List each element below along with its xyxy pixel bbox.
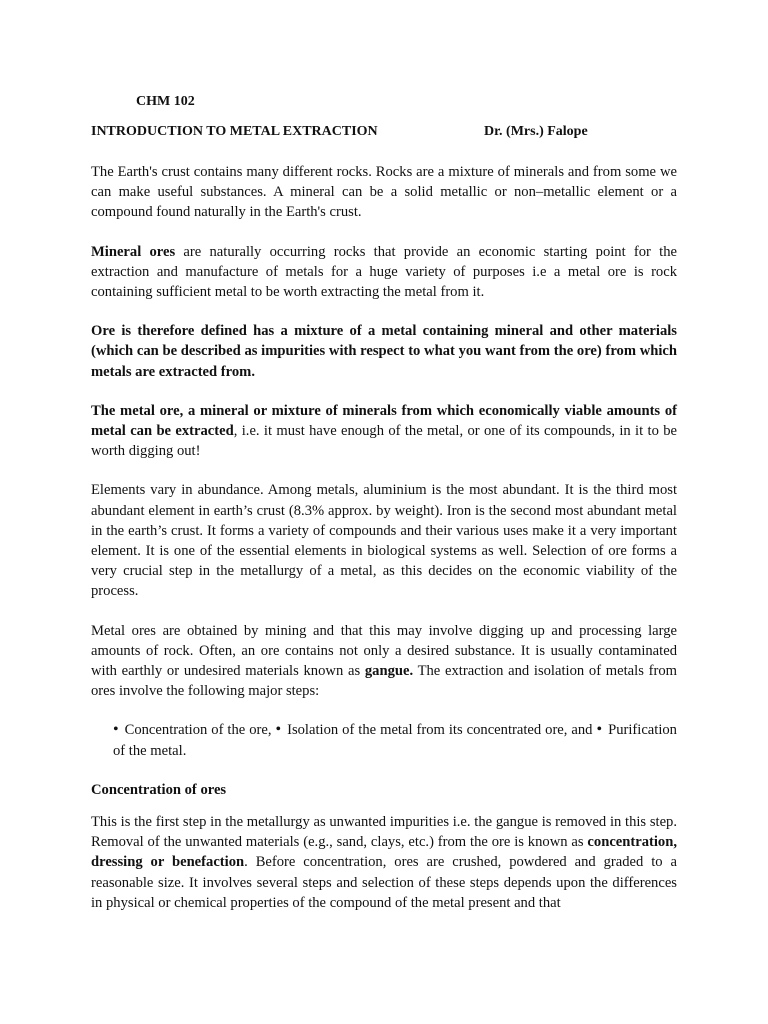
paragraph-concentration-text-b: . Before concentration, ores are crushed, powdered and graded to a reasonable size. It involves several steps and selection of these steps depends upon the differences in physical or chemical properties of the compound of the metal present and that: [91, 854, 677, 911]
paragraph-ore-definition: [91, 321, 677, 382]
paragraph-concentration-text-a: This is the first step in the metallurgy as unwanted impurities i.e. the gangue is removed in this step. Removal of the unwanted materials (e.g., sand, clays, etc.) from the ore is known as: [91, 814, 677, 851]
bullet-icon: •: [596, 721, 603, 739]
bullet-icon: •: [275, 721, 282, 739]
course-code: CHM 102: [136, 94, 195, 109]
paragraph-earth-crust: The Earth's crust contains many different rocks. Rocks are a mixture of minerals and from some we can make useful substances. A mineral can be a solid metallic or non–metallic element or a compound found naturally in the Earth's crust.: [91, 164, 677, 221]
document-title: INTRODUCTION TO METAL EXTRACTION: [91, 124, 378, 139]
document-body: [91, 162, 677, 932]
section-heading-concentration: Concentration of ores: [91, 781, 227, 798]
paragraph-metal-ore-text: , i.e. it must have enough of the metal, or one of its compounds, in it to be worth digging out!: [91, 423, 677, 460]
list-item: Isolation of the metal from its concentrated ore, and: [287, 722, 597, 739]
metal-ore-definition: The metal ore, a mineral or mixture of minerals from which economically viable amounts of metal can be extracted: [91, 402, 677, 440]
term-gangue: gangue.: [364, 663, 414, 680]
paragraph-metal-ore: [91, 401, 677, 462]
paragraph-mining-text-a: Metal ores are obtained by mining and that this may involve digging up and processing large amounts of rock. Often, an ore contains not only a desired substance. It is usually contaminated with earthly or undesired materials known as: [91, 622, 677, 680]
paragraph-mining: [91, 621, 677, 702]
paragraph-mining-text-b: The extraction and isolation of metals from ores involve the following major steps:: [91, 663, 677, 700]
term-mineral-ores: Mineral ores: [91, 243, 176, 260]
paragraph-mineral-ores: [91, 242, 677, 303]
ore-definition-text: Ore is therefore defined has a mixture of a metal containing mineral and other materials (which can be described as impurities with respect to what you want from the ore) from which metals are extracted from.: [91, 323, 677, 380]
extraction-steps-list: [91, 720, 677, 760]
document-author: Dr. (Mrs.) Falope: [484, 124, 588, 139]
paragraph-abundance: Elements vary in abundance. Among metals, aluminium is the most abundant. It is the third most abundant element in earth’s crust (8.3% approx. by weight). Iron is the second most abundant metal in the earth’s crust. It forms a variety of compounds and their various uses make it a very important element. It is one of the essential elements in biological systems as well. Selection of ore forms a very crucial step in the metallurgy of a metal, as this decides on the economic viability of the process.: [91, 482, 677, 600]
bullet-icon: •: [113, 721, 119, 739]
paragraph-mineral-ores-text: are naturally occurring rocks that provide an economic starting point for the extraction and manufacture of metals for a huge variety of purposes i.e a metal ore is rock containing sufficient metal to be worth extracting the metal from it.: [91, 243, 677, 301]
paragraph-concentration: [91, 812, 677, 913]
list-item: Purification of the metal.: [113, 722, 677, 759]
term-concentration: concentration, dressing or benefaction: [91, 834, 677, 871]
list-item: Concentration of the ore,: [124, 722, 276, 739]
